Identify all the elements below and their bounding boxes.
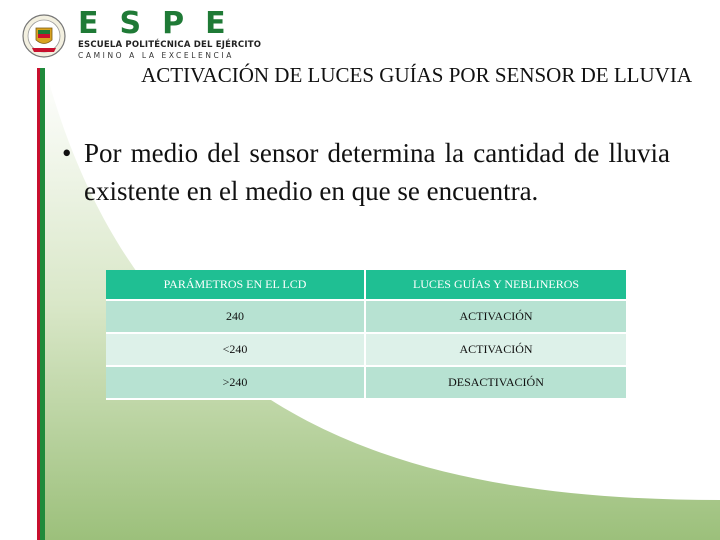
espe-logo xyxy=(78,8,261,60)
table-cell: >240 xyxy=(106,367,366,400)
bullet-text: Por medio del sensor determina la cantidad de lluvia existente en el medio en que se encuentra. xyxy=(84,138,670,206)
green-stripe xyxy=(40,68,45,540)
table-cell: ACTIVACIÓN xyxy=(366,334,626,367)
table-header-cell: LUCES GUÍAS Y NEBLINEROS xyxy=(366,270,626,301)
table-cell: <240 xyxy=(106,334,366,367)
logo-letters: ESPE xyxy=(78,6,247,41)
table-row xyxy=(106,334,626,367)
logo-institution-name: ESCUELA POLITÉCNICA DEL EJÉRCITO xyxy=(78,40,262,50)
bullet-icon: • xyxy=(62,138,72,168)
table-header-cell: PARÁMETROS EN EL LCD xyxy=(106,270,366,301)
bullet-paragraph xyxy=(62,134,670,210)
table-row xyxy=(106,367,626,400)
logo-motto: CAMINO A LA EXCELENCIA xyxy=(78,51,234,60)
espe-seal-icon xyxy=(22,14,66,58)
table-row xyxy=(106,301,626,334)
table-cell: DESACTIVACIÓN xyxy=(366,367,626,400)
parameters-table xyxy=(106,270,626,400)
table-cell: ACTIVACIÓN xyxy=(366,301,626,334)
table-header-row xyxy=(106,270,626,301)
table-cell: 240 xyxy=(106,301,366,334)
slide-title: ACTIVACIÓN DE LUCES GUÍAS POR SENSOR DE LLUVIA xyxy=(141,63,692,87)
